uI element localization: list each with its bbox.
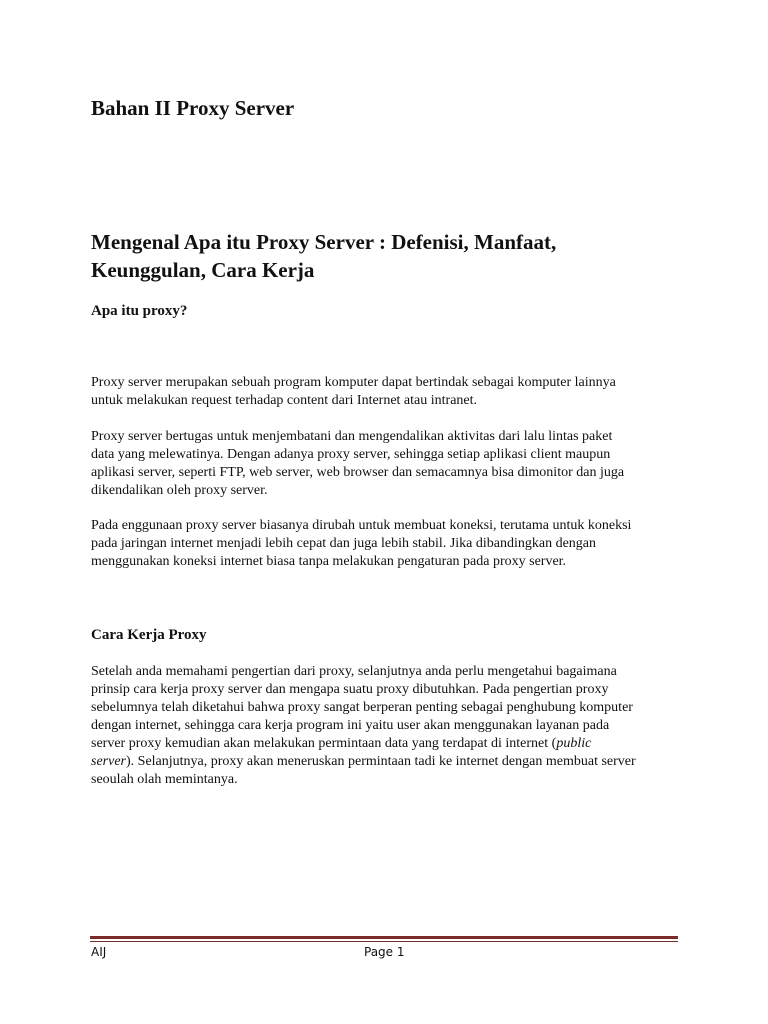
text-segment: server proxy kemudian akan melakukan permintaan data yang terdapat di internet (: [91, 736, 557, 751]
italic-term: server: [91, 754, 126, 769]
paragraph-definition: [91, 374, 691, 410]
main-heading-line: Keunggulan, Cara Kerja: [91, 258, 315, 282]
text-line: [91, 753, 691, 771]
text-line: sebelumnya telah diketahui bahwa proxy sangat berperan penting sebagai penghubung komputer: [91, 700, 633, 715]
paragraph-how-it-works: [91, 663, 691, 789]
main-heading: [91, 228, 691, 284]
text-line: data yang melewatinya. Dengan adanya proxy server, sehingga setiap aplikasi client maupun: [91, 447, 611, 462]
text-line: dikendalikan oleh proxy server.: [91, 483, 268, 498]
footer-divider-thick: [90, 936, 678, 939]
text-line: aplikasi server, seperti FTP, web server, web browser dan semacamnya bisa dimonitor dan juga: [91, 465, 625, 480]
section-heading-apa-itu-proxy: Apa itu proxy?: [91, 303, 188, 319]
text-line: pada jaringan internet menjadi lebih cepat dan juga lebih stabil. Jika dibandingkan dengan: [91, 536, 597, 551]
text-segment: ). Selanjutnya, proxy akan meneruskan permintaan tadi ke internet dengan membuat server: [126, 754, 636, 769]
footer-divider-thin: [90, 941, 678, 942]
footer-divider: [90, 936, 678, 942]
text-line: Proxy server merupakan sebuah program komputer dapat bertindak sebagai komputer lainnya: [91, 375, 616, 390]
footer-author: AIJ: [91, 945, 107, 959]
document-title: Bahan II Proxy Server: [91, 96, 295, 120]
text-line: dengan internet, sehingga cara kerja program ini yaitu user akan menggunakan layanan pada: [91, 718, 610, 733]
text-line: [91, 735, 691, 753]
italic-term: public: [556, 736, 592, 751]
text-line: prinsip cara kerja proxy server dan mengapa suatu proxy dibutuhkan. Pada pengertian proxy: [91, 682, 609, 697]
text-line: untuk melakukan request terhadap content dari Internet atau intranet.: [91, 393, 478, 408]
main-heading-line: Mengenal Apa itu Proxy Server : Defenisi, Manfaat,: [91, 230, 557, 254]
footer-page-number: Page 1: [364, 945, 405, 959]
text-line: Setelah anda memahami pengertian dari proxy, selanjutnya anda perlu mengetahui bagaimana: [91, 664, 617, 679]
text-line: Pada enggunaan proxy server biasanya dirubah untuk membuat koneksi, terutama untuk koneksi: [91, 518, 632, 533]
section-heading-cara-kerja: Cara Kerja Proxy: [91, 627, 207, 643]
paragraph-function: [91, 428, 691, 500]
paragraph-usage: [91, 517, 691, 571]
text-line: seoulah olah memintanya.: [91, 772, 238, 787]
text-line: Proxy server bertugas untuk menjembatani dan mengendalikan aktivitas dari lalu lintas paket: [91, 429, 613, 444]
text-line: menggunakan koneksi internet biasa tanpa melakukan pengaturan pada proxy server.: [91, 554, 567, 569]
